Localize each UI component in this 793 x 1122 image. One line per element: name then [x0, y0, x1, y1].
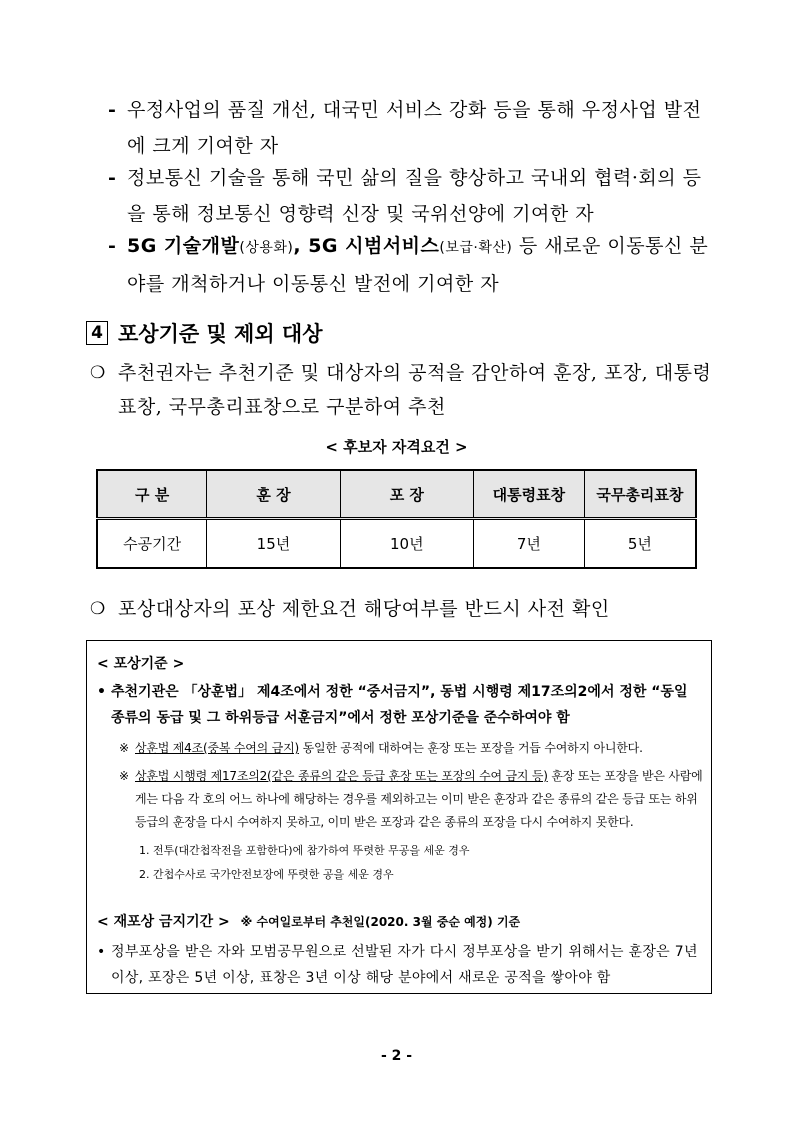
- intro-item-text: [108, 228, 718, 302]
- text-5g-pilot: , 5G 시범서비스: [293, 235, 440, 257]
- dash-marker: -: [108, 99, 117, 121]
- table-caption: < 후보자 자격요건 >: [325, 438, 468, 456]
- header-order: 훈 장: [207, 470, 340, 519]
- note-decree17-2: [119, 765, 709, 834]
- circle-bullet-icon: ❍: [90, 599, 106, 619]
- cell-prime-minister-years: 5년: [584, 519, 696, 569]
- dash-marker: -: [108, 167, 117, 189]
- dot-bullet: •: [97, 684, 106, 700]
- note-mark: ※: [119, 741, 129, 755]
- standards-item: [97, 679, 703, 731]
- note-article4-text: 동일한 공적에 대하여는 훈장 또는 포장을 거듭 수여하지 아니한다.: [298, 741, 643, 755]
- cell-label: 수공기간: [97, 519, 207, 569]
- header-presidential: 대통령표창: [473, 470, 584, 519]
- note-mark: ※: [119, 769, 129, 783]
- table-row: [97, 519, 696, 569]
- circle-bullet-icon: ❍: [90, 363, 106, 383]
- intro-item-postal: [108, 92, 718, 164]
- requirements-table: [96, 469, 697, 569]
- note-decree-text: 훈장 또는 포장을 받은 사람에게는 다음 각 호의 어느 하나에 해당하는 경우를 제외하고는 이미 받은 훈장과 같은 종류의 같은 등급 또는 하위 등급의 훈장을 다시 수여하지 못하고, 이미 받은 포장과 같은 종류의 포장을 다시 수여하지 못한다.: [135, 769, 703, 829]
- reaward-title: < 재포상 금지기간 >: [97, 914, 230, 930]
- section-title: 포상기준 및 제외 대상: [118, 322, 323, 346]
- exception-item-2: 2. 간첩수사로 국가안전보장에 뚜렷한 공을 세운 경우: [139, 868, 394, 881]
- cell-order-years: 15년: [207, 519, 340, 569]
- circle-item-text: 추천권자는 추천기준 및 대상자의 공적을 감안하여 훈장, 포장, 대통령표창, 국무총리표창으로 구분하여 추천: [118, 362, 712, 418]
- header-category: 구 분: [97, 470, 207, 519]
- header-medal: 포 장: [340, 470, 473, 519]
- reaward-item: [97, 939, 703, 991]
- circle-item-text: 포상대상자의 포상 제한요건 해당여부를 반드시 사전 확인: [118, 598, 610, 620]
- text-5g-dev: 5G 기술개발: [127, 235, 240, 257]
- intro-item-text: 정보통신 기술을 통해 국민 삶의 질을 향상하고 국내외 협력·회의 등을 통해 정보통신 영향력 신장 및 국위선양에 기여한 자: [127, 167, 702, 225]
- reaward-note: ※ 수여일로부터 추천일(2020. 3월 중순 예정) 기준: [240, 915, 521, 929]
- exception-item-1: 1. 전투(대간첩작전을 포함한다)에 참가하여 뚜렷한 무공을 세운 경우: [139, 844, 470, 857]
- standards-box: [86, 640, 712, 994]
- dash-marker: -: [108, 235, 117, 257]
- small-spread: (보급·확산): [439, 240, 513, 256]
- text-5g-rest: 등 새로운 이동통신 분야를 개척하거나 이동통신 발전에 기여한 자: [127, 235, 709, 295]
- circle-item-recommend: [90, 356, 720, 424]
- cell-medal-years: 10년: [340, 519, 473, 569]
- table-header-row: [97, 470, 696, 519]
- note-article4: [119, 737, 709, 760]
- cell-presidential-years: 7년: [473, 519, 584, 569]
- standards-item-text: 추천기관은 「상훈법」 제4조에서 정한 “중서금지”, 동법 시행령 제17조의2에서 정한 “동일 종류의 동급 및 그 하위등급 서훈금지”에서 정한 포상기준을 준수하여야 함: [111, 684, 688, 726]
- intro-item-ict: [108, 160, 718, 232]
- reaward-title-line: [97, 911, 520, 931]
- header-prime-minister: 국무총리표창: [584, 470, 696, 519]
- section-number-box: 4: [86, 321, 108, 345]
- small-commercial: (상용화): [239, 240, 294, 256]
- intro-item-text: 우정사업의 품질 개선, 대국민 서비스 강화 등을 통해 우정사업 발전에 크게 기여한 자: [127, 99, 702, 157]
- intro-item-5g: [108, 228, 718, 302]
- page-number: - 2 -: [380, 1048, 413, 1064]
- circle-item-check: [90, 592, 720, 626]
- note-decree-title: 상훈법 시행령 제17조의2(같은 종류의 같은 등급 훈장 또는 포장의 수여 금지 등): [135, 769, 548, 783]
- section-heading: [86, 318, 323, 348]
- reaward-item-text: 정부포상을 받은 자와 모범공무원으로 선발된 자가 다시 정부포상을 받기 위해서는 훈장은 7년 이상, 포장은 5년 이상, 표창은 3년 이상 해당 분야에서 새로운 공적을 쌓아야 함: [111, 944, 698, 986]
- note-article4-title: 상훈법 제4조(중복 수여의 금지): [135, 741, 299, 755]
- dot-bullet: •: [97, 944, 106, 960]
- standards-title: < 포상기준 >: [97, 656, 185, 672]
